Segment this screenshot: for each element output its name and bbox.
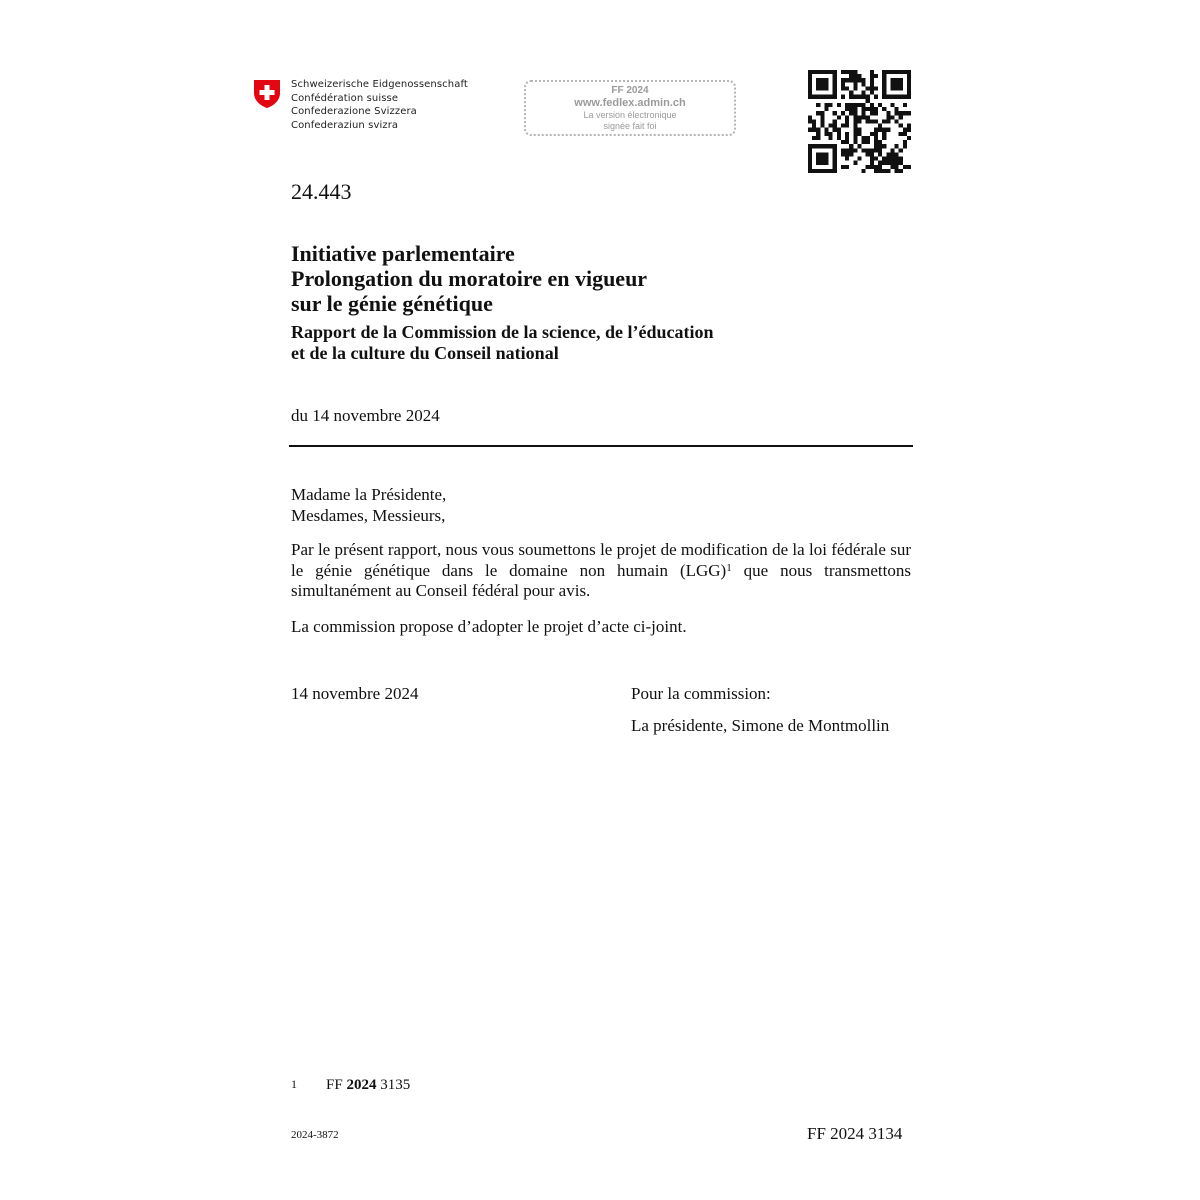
gazette-page-reference: FF 2024 3134 (807, 1124, 903, 1143)
confederation-line: Confederaziun svizra (291, 119, 399, 131)
document-title (291, 241, 647, 316)
swiss-cross-shield-icon (253, 79, 281, 109)
footnote-prefix: FF (326, 1077, 347, 1093)
stamp-note-line2: signée fait foi (603, 121, 657, 131)
title-line: sur le génie génétique (291, 291, 493, 316)
signature-for-commission: Pour la commission: (631, 684, 771, 703)
document-number: 24.443 (291, 179, 352, 204)
stamp-url[interactable]: www.fedlex.admin.ch (574, 97, 686, 109)
proposal-paragraph: La commission propose d’adopter le projet d’acte ci-joint. (291, 617, 687, 636)
stamp-note-line1: La version électronique (583, 110, 677, 120)
confederation-line: Schweizerische Eidgenossenschaft (291, 79, 468, 90)
document-subtitle (291, 322, 714, 364)
intro-text-part1: Par le présent rapport, nous vous soumettons le projet de modification de la loi fédérale sur le génie génétique dans le domaine non humain (LGG) (291, 540, 911, 580)
signature-date: 14 novembre 2024 (291, 684, 419, 703)
document-date: du 14 novembre 2024 (291, 406, 440, 425)
footnote-mark: 1 (291, 1077, 297, 1091)
footnote-page: 3135 (376, 1077, 411, 1093)
footnote-year: 2024 (346, 1077, 377, 1093)
salutation-line: Mesdames, Messieurs, (291, 506, 446, 525)
confederation-names (291, 78, 468, 132)
subtitle-line: et de la culture du Conseil national (291, 343, 559, 363)
intro-text-part2: que nous transmettons simultanément au Conseil fédéral pour avis. (291, 560, 911, 600)
subtitle-line: Rapport de la Commission de la science, de l’éducation (291, 322, 714, 342)
stamp-gazette-ref: FF 2024 (611, 85, 649, 96)
signature-president: La présidente, Simone de Montmollin (631, 716, 890, 735)
electronic-version-stamp (524, 80, 736, 136)
confederation-line: Confédération suisse (291, 92, 399, 104)
salutation-line: Madame la Présidente, (291, 485, 447, 504)
confederation-line: Confederazione Svizzera (291, 106, 417, 117)
footnote-text (326, 1077, 410, 1094)
intro-paragraph (291, 540, 911, 602)
horizontal-divider (289, 445, 913, 447)
title-line: Prolongation du moratoire en vigueur (291, 266, 648, 291)
document-id: 2024-3872 (291, 1129, 339, 1141)
title-line: Initiative parlementaire (291, 241, 515, 266)
qr-code-icon (808, 70, 911, 173)
salutation (291, 484, 446, 526)
footnote-reference[interactable]: 1 (726, 561, 732, 574)
